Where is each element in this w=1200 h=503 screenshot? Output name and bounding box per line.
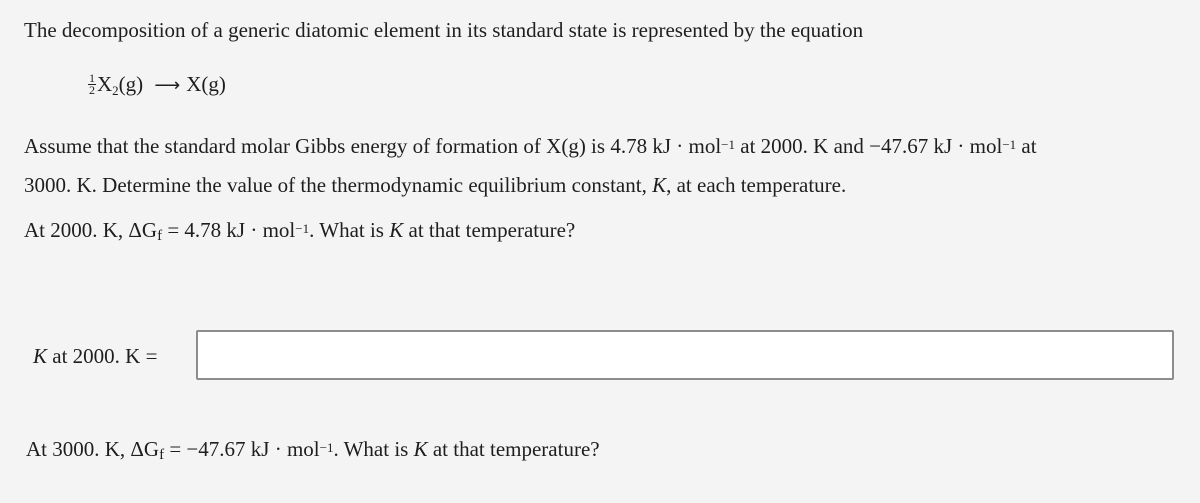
exponent: −1 bbox=[1002, 137, 1017, 152]
exponent: −1 bbox=[319, 440, 334, 455]
k-symbol: K bbox=[652, 173, 667, 197]
fraction-denominator: 2 bbox=[89, 82, 95, 97]
exponent: −1 bbox=[295, 221, 310, 236]
part2-value: = −47.67 kJ · mol bbox=[164, 437, 320, 461]
fraction-numerator: 1 bbox=[89, 70, 95, 85]
part2-question-b: at that temperature? bbox=[427, 437, 600, 461]
reactant-symbol: X bbox=[97, 72, 113, 96]
reaction-equation bbox=[88, 72, 226, 98]
reactant-state: (g) bbox=[118, 72, 144, 96]
assumption-text-c: at bbox=[1016, 134, 1037, 158]
part1-value: = 4.78 kJ · mol bbox=[162, 218, 296, 242]
reaction-arrow: ⟶ bbox=[154, 75, 181, 96]
intro-text bbox=[24, 18, 863, 43]
part1-question-b: at that temperature? bbox=[403, 218, 576, 242]
subscript-f: f bbox=[159, 447, 165, 463]
intro-sentence: The decomposition of a generic diatomic element in its standard state is represented by the equation bbox=[24, 18, 864, 42]
part1-question bbox=[24, 218, 575, 243]
assumption-text-a: Assume that the standard molar Gibbs energy of formation of X(g) is 4.78 kJ · mol bbox=[24, 134, 722, 158]
assumption-text-d: 3000. K. Determine the value of the thermodynamic equilibrium constant, bbox=[24, 173, 653, 197]
part1-question-a: . What is bbox=[309, 218, 390, 242]
k-symbol: K bbox=[389, 218, 404, 242]
k-answer-input[interactable] bbox=[196, 330, 1174, 380]
assumption-line-2 bbox=[24, 173, 846, 198]
product-symbol: X(g) bbox=[186, 72, 226, 96]
part2-question-a: . What is bbox=[333, 437, 414, 461]
answer-label-text: at 2000. K = bbox=[47, 344, 158, 368]
part2-question bbox=[26, 437, 600, 462]
subscript-f: f bbox=[157, 228, 163, 244]
part1-prefix: At 2000. K, ΔG bbox=[24, 218, 158, 242]
one-half-fraction bbox=[88, 70, 96, 97]
part2-prefix: At 3000. K, ΔG bbox=[26, 437, 160, 461]
assumption-text-b: at 2000. K and −47.67 kJ · mol bbox=[735, 134, 1003, 158]
k-symbol: K bbox=[33, 344, 48, 368]
assumption-line-1 bbox=[24, 134, 1037, 159]
answer-label bbox=[33, 344, 157, 369]
assumption-text-e: , at each temperature. bbox=[666, 173, 847, 197]
k-symbol: K bbox=[413, 437, 428, 461]
reactant-subscript: 2 bbox=[112, 83, 119, 98]
exponent: −1 bbox=[721, 137, 735, 152]
